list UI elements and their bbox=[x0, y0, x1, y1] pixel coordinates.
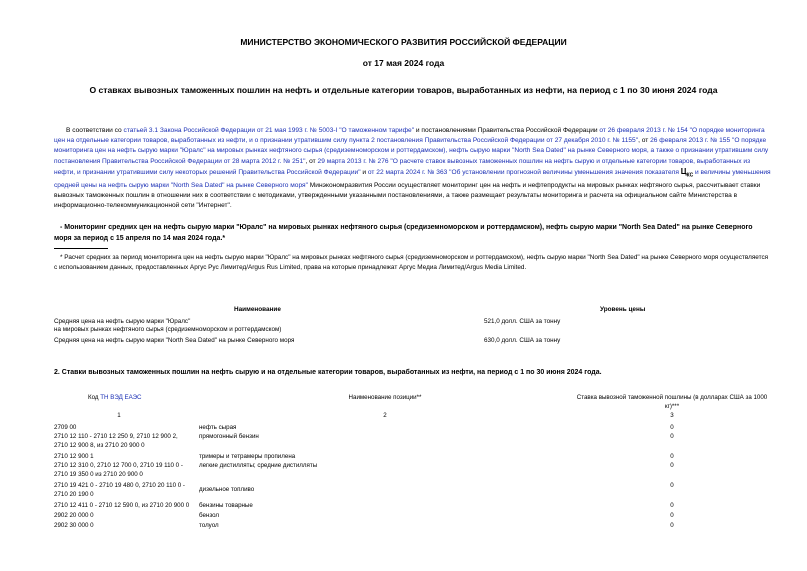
duty-row-name: тримеры и тетрамеры пропилена bbox=[199, 453, 296, 460]
intro-text-4: , от bbox=[305, 157, 318, 165]
duty-row-name: бензол bbox=[199, 512, 220, 519]
ministry-heading: МИНИСТЕРСТВО ЭКОНОМИЧЕСКОГО РАЗВИТИЯ РОССИЙСКОЙ ФЕДЕРАЦИИ bbox=[240, 37, 567, 47]
duty-row-name: легкие дистилляты; средние дистилляты bbox=[199, 462, 318, 469]
duty-row-name: бензины товарные bbox=[199, 502, 253, 509]
duty-row-rate: 0 bbox=[670, 502, 674, 509]
duty-table-header-name: Наименование позиции** bbox=[348, 394, 422, 401]
document-title: О ставках вывозных таможенных пошлин на нефть и отдельные категории товаров, выработанных из нефти, на период с 1 по 30 июня 2024 года bbox=[89, 85, 718, 95]
intro-text-1: В соответствии со bbox=[66, 127, 124, 134]
footnote-divider bbox=[54, 248, 108, 249]
duty-row-name: прямогонный бензин bbox=[199, 433, 259, 440]
duty-row-name: толуол bbox=[199, 522, 219, 529]
intro-paragraph bbox=[54, 126, 772, 211]
resolution-154-link[interactable]: от 26 февраля 2013 г. № 154 "О порядке мониторинга цен на отдельные категории товаров, выработанных из нефти, и о признании утратившим силу пункта 2 постановления Правительства Российской Федерации от 27 декабря 2010 г. № 1155" bbox=[54, 127, 765, 145]
duty-row-rate: 0 bbox=[670, 522, 674, 529]
duty-row-name: нефть сырая bbox=[199, 424, 237, 431]
duty-row-code: 2710 19 421 0 - 2710 19 480 0, 2710 20 110 0 - 2710 20 190 0 bbox=[54, 482, 185, 498]
duty-row-code: 2709 00 bbox=[54, 424, 77, 431]
duty-row-rate: 0 bbox=[670, 453, 674, 460]
duty-row-code: 2710 12 310 0, 2710 12 700 0, 2710 19 110 0 - 2710 19 350 0 из 2710 20 900 0 bbox=[54, 462, 183, 478]
section-1-heading: - Мониторинг средних цен на нефть сырую марки "Юралс" на мировых рынках нефтяного сырья (средиземноморском и роттердамском), нефть сырую марки "North Sea Dated" на рынке Северного моря за период с 15 апреля по 14 мая 2024 года.* bbox=[54, 224, 753, 242]
duty-table-header-code: Код ТН ВЭД ЕАЭС bbox=[88, 394, 142, 401]
resolution-363-link[interactable]: от 22 марта 2024 г. № 363 "Об установлении прогнозной величины уменьшения значения показателя bbox=[367, 168, 681, 176]
duty-row-code: 2902 30 000 0 bbox=[54, 522, 94, 529]
duty-table-colnum-1: 1 bbox=[117, 412, 121, 419]
tnved-link[interactable]: ТН ВЭД ЕАЭС bbox=[100, 394, 142, 401]
duty-row-rate: 0 bbox=[670, 512, 674, 519]
intro-text-2: и постановлениями Правительства Российской Федерации bbox=[414, 127, 600, 134]
duty-row-rate: 0 bbox=[670, 424, 674, 431]
document-date: от 17 мая 2024 года bbox=[362, 58, 445, 68]
footnote: * Расчет средних за период мониторинга цен на нефть сырую марки "Юралс" на мировых рынках нефтяного сырья (средиземноморском и роттердамском), нефть сырую марки "North Sea Dated" на рынке Северного моря осуществляется с использованием данных, предоставленных Аргус Рус Лимитед/Argus Rus Limited, права на которые принадлежат Аргус Медиа Лимитед/Argus Media Limited. bbox=[54, 254, 769, 271]
duty-row-rate: 0 bbox=[670, 482, 674, 489]
intro-text-5: и bbox=[360, 168, 368, 176]
duty-row-rate: 0 bbox=[670, 433, 674, 440]
price-table-header-name: Наименование bbox=[234, 306, 281, 313]
duty-row-code: 2710 12 411 0 - 2710 12 590 0, из 2710 20 900 0 bbox=[54, 502, 190, 509]
duty-row-rate: 0 bbox=[670, 462, 674, 469]
duty-row-name: дизельное топливо bbox=[199, 486, 255, 493]
intro-text-3: , от bbox=[638, 137, 651, 145]
law-link[interactable]: статьей 3.1 Закона Российской Федерации от 21 мая 1993 г. № 5003-I "О таможенном тарифе" bbox=[123, 127, 415, 134]
price-row-urals-value: 521,0 долл. США за тонну bbox=[484, 318, 561, 325]
intro-text-6: Минэкономразвития России осуществляет мониторинг цен на нефть и нефтепродукты на мировых рынках нефтяного сырья, рассчитывает ставки вывозных таможенных пошлин в отношении них в соответствии с методиками, утвержденными указанными постановлениями, а также размещает результаты мониторинга и расчета на официальном сайте Министерства в информационно-телекоммуникационной сети "Интернет". bbox=[54, 181, 761, 210]
price-row-brent-value: 630,0 долл. США за тонну bbox=[484, 337, 561, 344]
duty-row-code: 2710 12 900 1 bbox=[54, 453, 94, 460]
price-table-header-price: Уровень цены bbox=[600, 306, 646, 313]
price-row-brent-name: Средняя цена на нефть сырую марки "North Sea Dated" на рынке Северного моря bbox=[54, 337, 295, 344]
resolution-363-link-cont[interactable]: и величины уменьшения средней цены на нефть сырую марки "North Sea Dated" на рынке Северного моря" bbox=[54, 168, 771, 189]
duty-table-header-rate: Ставка вывозной таможенной пошлины (в долларах США за 1000 кг)*** bbox=[576, 394, 768, 410]
resolution-155-link[interactable]: 26 февраля 2013 г. № 155 "О порядке мониторинга цен на нефть сырую марки "Юралс" на мировых рынках нефтяного сырья (средиземноморском и роттердамском), нефть сырую марки "North Sea Dated" на рынке Северного моря, а также о признании утратившим силу постановления Правительства Российской Федерации от 28 марта 2012 г. № 251" bbox=[54, 137, 769, 165]
duty-table-colnum-3: 3 bbox=[670, 412, 674, 419]
resolution-276-link[interactable]: 29 марта 2013 г. № 276 "О расчете ставок вывозных таможенных пошлин на нефть сырую и отдельные категории товаров, выработанных из нефти, и признании утратившими силу некоторых решений Правительства Российской Федерации" bbox=[54, 157, 751, 176]
section-2-heading: 2. Ставки вывозных таможенных пошлин на нефть сырую и на отдельные категории товаров, выработанных из нефти, на период с 1 по 30 июня 2024 года. bbox=[54, 369, 602, 376]
duty-table-colnum-2: 2 bbox=[383, 412, 387, 419]
duty-row-code: 2902 20 000 0 bbox=[54, 512, 94, 519]
duty-row-code: 2710 12 110 - 2710 12 250 9, 2710 12 900 2, 2710 12 900 8, из 2710 20 900 0 bbox=[54, 433, 178, 449]
price-row-urals-name: Средняя цена на нефть сырую марки "Юралс" на мировых рынках нефтяного сырья (средиземноморском и роттердамском) bbox=[54, 318, 282, 334]
price-indicator-symbol: $Ц_{КС}$ bbox=[680, 166, 694, 179]
